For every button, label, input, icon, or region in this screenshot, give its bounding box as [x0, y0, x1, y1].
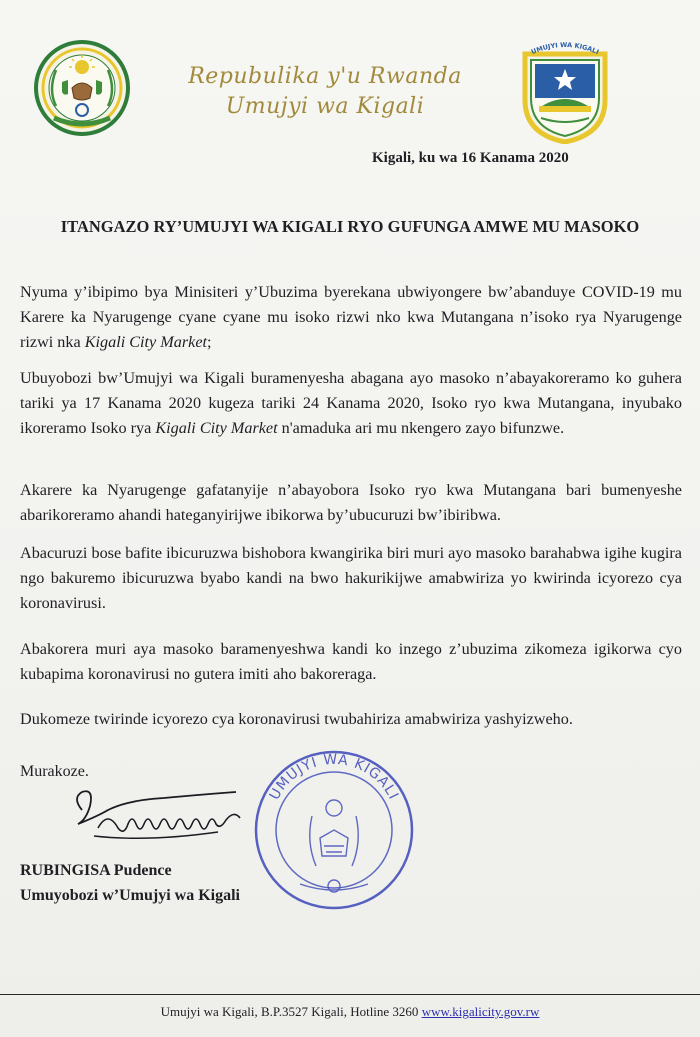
paragraph-4: Abacuruzi bose bafite ibicuruzwa bishobora kwangirika biri muri ayo masoko barahabwa igihe kugira ngo bakuremo ibicuruzwa byabo kandi na bwo hakurikijwe amabwiriza yo kwirinda icyorezo cya koronavirusi. — [20, 544, 682, 612]
paragraph-3: Akarere ka Nyarugenge gafatanyije n’abayobora Isoko ryo kwa Mutangana bari bumenyeshe abarikoreramo ahandi hateganyirijwe ibikorwa by’ubucuruzi bw’ibiribwa. — [20, 481, 682, 524]
rwanda-coat-of-arms-icon — [34, 40, 130, 138]
kigali-city-logo-icon — [517, 42, 613, 144]
footer-divider — [0, 994, 700, 995]
signer-name: RUBINGISA Pudence — [20, 862, 172, 879]
header-title — [140, 62, 510, 122]
document-date: Kigali, ku wa 16 Kanama 2020 — [372, 150, 569, 166]
footer-address: Umujyi wa Kigali, B.P.3527 Kigali, Hotline 3260 — [160, 1004, 422, 1019]
paragraph-2-italic: Kigali City Market — [155, 419, 278, 437]
signer-title: Umuyobozi w’Umujyi wa Kigali — [20, 887, 240, 904]
paragraph-1-end: ; — [207, 333, 212, 351]
paragraph-2-text: Ubuyobozi bw’Umujyi wa Kigali buramenyesha abagana ayo masoko n’abayakoreramo ko guhera tariki ya 17 Kanama 2020 kugeza tariki 24 Kanama 2020, Isoko ryo kwa Mutangana, inyubako ikoreramo Isoko rya — [20, 369, 682, 437]
document-title: ITANGAZO RY’UMUJYI WA KIGALI RYO GUFUNGA AMWE MU MASOKO — [60, 217, 640, 236]
header-city: Umujyi wa Kigali — [225, 94, 425, 119]
paragraph-6: Dukomeze twirinde icyorezo cya koronavirusi twubahiriza amabwiriza yashyizweho. — [20, 710, 573, 728]
footer — [0, 1004, 700, 1020]
footer-website-link[interactable]: www.kigalicity.gov.rw — [421, 1004, 540, 1019]
paragraph-1-text: Nyuma y’ibipimo bya Minisiteri y’Ubuzima byerekana ubwiyongere bw’abanduye COVID-19 mu Karere ka Nyarugenge cyane cyane mu isoko rizwi nko kwa Mutangana n’isoko rya Nyarugenge rizwi nka — [20, 283, 682, 351]
svg-text:UMUJYI WA KIGALI: UMUJYI WA KIGALI — [530, 42, 601, 57]
closing-text: Murakoze. — [20, 763, 89, 780]
official-stamp-icon — [250, 746, 418, 914]
paragraph-2 — [20, 366, 682, 441]
svg-text:UMUJYI WA KIGALI: UMUJYI WA KIGALI — [266, 751, 402, 803]
paragraph-5: Abakorera muri aya masoko baramenyeshwa kandi ko inzego z’ubuzima zikomeza igikorwa cyo kubapima koronavirusi no gutera imiti aho bakoreraga. — [20, 640, 682, 683]
handwritten-signature-icon — [68, 780, 248, 850]
paragraph-1-italic: Kigali City Market — [84, 333, 208, 351]
paragraph-2-end: n'amaduka ari mu nkengero zayo bifunzwe. — [277, 419, 565, 437]
header-republic: Repubulika y'u Rwanda — [188, 64, 462, 89]
paragraph-1 — [20, 280, 682, 355]
